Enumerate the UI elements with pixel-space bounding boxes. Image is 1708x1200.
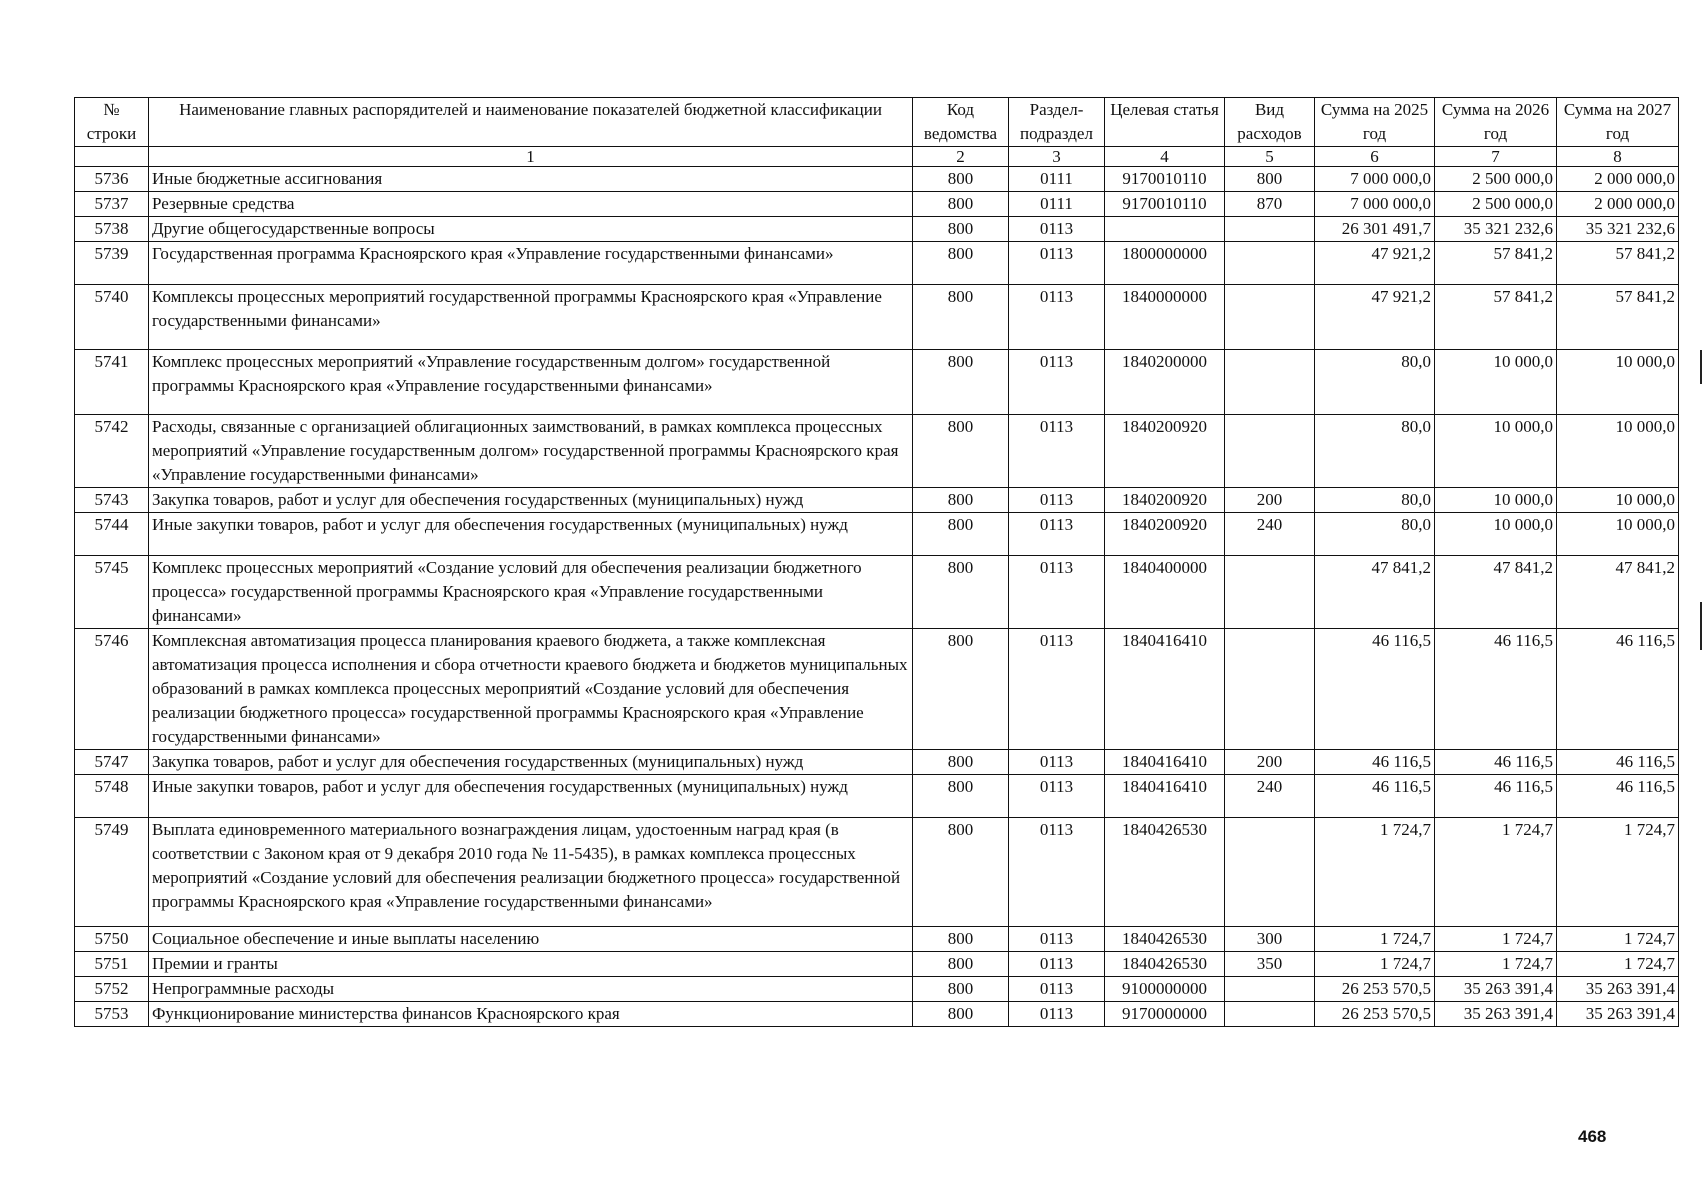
row-sum-2026: 46 116,5 [1435,750,1557,775]
column-number-row [75,147,1679,167]
row-sum-2026: 10 000,0 [1435,415,1557,488]
header-sum-2025: Сумма на 2025 год [1315,98,1435,147]
row-section: 0113 [1009,629,1105,750]
row-name: Резервные средства [149,192,913,217]
table-row [75,818,1679,927]
table-row [75,242,1679,285]
row-section: 0113 [1009,927,1105,952]
row-sum-2026: 10 000,0 [1435,488,1557,513]
row-target: 9100000000 [1105,977,1225,1002]
row-sum-2027: 2 000 000,0 [1557,167,1679,192]
row-expense-type: 240 [1225,775,1315,818]
row-section: 0113 [1009,750,1105,775]
row-section: 0113 [1009,242,1105,285]
row-section: 0113 [1009,415,1105,488]
row-target: 1840400000 [1105,556,1225,629]
row-dept-code: 800 [913,488,1009,513]
row-dept-code: 800 [913,217,1009,242]
table-row [75,977,1679,1002]
row-name: Комплекс процессных мероприятий «Создание условий для обеспечения реализации бюджетного процесса» государственной программы Красноярского края «Управление государственными финансами» [149,556,913,629]
row-number: 5748 [75,775,149,818]
row-target: 1840200920 [1105,513,1225,556]
header-target: Целевая статья [1105,98,1225,147]
row-dept-code: 800 [913,350,1009,415]
header-row [75,98,1679,147]
row-sum-2026: 57 841,2 [1435,242,1557,285]
row-sum-2025: 1 724,7 [1315,818,1435,927]
row-sum-2026: 10 000,0 [1435,513,1557,556]
row-sum-2027: 10 000,0 [1557,513,1679,556]
header-section: Раздел-подраздел [1009,98,1105,147]
row-sum-2027: 46 116,5 [1557,775,1679,818]
table-body [75,167,1679,1027]
row-sum-2025: 80,0 [1315,350,1435,415]
row-number: 5747 [75,750,149,775]
row-section: 0113 [1009,977,1105,1002]
row-sum-2027: 35 263 391,4 [1557,1002,1679,1027]
row-section: 0113 [1009,1002,1105,1027]
row-sum-2025: 26 253 570,5 [1315,1002,1435,1027]
row-sum-2025: 80,0 [1315,415,1435,488]
row-sum-2026: 10 000,0 [1435,350,1557,415]
column-number: 2 [913,147,1009,167]
row-sum-2026: 1 724,7 [1435,818,1557,927]
row-sum-2025: 46 116,5 [1315,629,1435,750]
row-target: 9170000000 [1105,1002,1225,1027]
table-row [75,513,1679,556]
row-sum-2025: 80,0 [1315,488,1435,513]
row-number: 5738 [75,217,149,242]
row-target: 1840000000 [1105,285,1225,350]
row-sum-2027: 2 000 000,0 [1557,192,1679,217]
row-sum-2026: 2 500 000,0 [1435,192,1557,217]
row-number: 5753 [75,1002,149,1027]
row-dept-code: 800 [913,775,1009,818]
row-name: Социальное обеспечение и иные выплаты населению [149,927,913,952]
row-number: 5746 [75,629,149,750]
row-expense-type: 240 [1225,513,1315,556]
column-number: 3 [1009,147,1105,167]
row-sum-2026: 35 263 391,4 [1435,977,1557,1002]
row-expense-type: 200 [1225,488,1315,513]
row-name: Премии и гранты [149,952,913,977]
row-sum-2025: 47 921,2 [1315,242,1435,285]
table-row [75,750,1679,775]
row-name: Закупка товаров, работ и услуг для обеспечения государственных (муниципальных) нужд [149,750,913,775]
row-number: 5737 [75,192,149,217]
row-name: Расходы, связанные с организацией облигационных заимствований, в рамках комплекса процессных мероприятий «Управление государственным долгом» государственной программы Красноярского края «Управление государственными финансами» [149,415,913,488]
row-sum-2027: 1 724,7 [1557,927,1679,952]
row-sum-2026: 2 500 000,0 [1435,167,1557,192]
row-expense-type [1225,415,1315,488]
scan-mark [1700,350,1702,384]
header-sum-2027: Сумма на 2027 год [1557,98,1679,147]
table-row [75,167,1679,192]
row-target: 1800000000 [1105,242,1225,285]
row-sum-2026: 46 116,5 [1435,775,1557,818]
row-dept-code: 800 [913,415,1009,488]
row-sum-2027: 47 841,2 [1557,556,1679,629]
row-target: 9170010110 [1105,192,1225,217]
budget-table [74,97,1679,1027]
row-sum-2025: 7 000 000,0 [1315,192,1435,217]
row-dept-code: 800 [913,952,1009,977]
row-dept-code: 800 [913,750,1009,775]
row-expense-type: 870 [1225,192,1315,217]
row-number: 5752 [75,977,149,1002]
row-sum-2027: 46 116,5 [1557,629,1679,750]
row-sum-2026: 1 724,7 [1435,927,1557,952]
row-expense-type [1225,242,1315,285]
row-sum-2025: 7 000 000,0 [1315,167,1435,192]
row-expense-type: 300 [1225,927,1315,952]
row-sum-2025: 47 921,2 [1315,285,1435,350]
row-dept-code: 800 [913,927,1009,952]
row-sum-2025: 1 724,7 [1315,927,1435,952]
row-name: Другие общегосударственные вопросы [149,217,913,242]
scan-mark [1700,602,1702,650]
header-row-no: № строки [75,98,149,147]
row-sum-2026: 46 116,5 [1435,629,1557,750]
row-section: 0113 [1009,285,1105,350]
row-sum-2025: 26 253 570,5 [1315,977,1435,1002]
row-sum-2027: 10 000,0 [1557,350,1679,415]
row-sum-2027: 35 263 391,4 [1557,977,1679,1002]
row-dept-code: 800 [913,629,1009,750]
row-number: 5740 [75,285,149,350]
table-row [75,1002,1679,1027]
table-row [75,556,1679,629]
row-dept-code: 800 [913,285,1009,350]
row-number: 5750 [75,927,149,952]
column-number: 5 [1225,147,1315,167]
column-number: 1 [149,147,913,167]
row-sum-2025: 46 116,5 [1315,775,1435,818]
row-sum-2027: 46 116,5 [1557,750,1679,775]
row-name: Непрограммные расходы [149,977,913,1002]
row-sum-2027: 10 000,0 [1557,415,1679,488]
row-sum-2026: 1 724,7 [1435,952,1557,977]
row-sum-2026: 47 841,2 [1435,556,1557,629]
row-section: 0113 [1009,775,1105,818]
row-target: 1840200920 [1105,488,1225,513]
row-number: 5749 [75,818,149,927]
table-row [75,350,1679,415]
row-expense-type [1225,556,1315,629]
row-sum-2027: 35 321 232,6 [1557,217,1679,242]
row-name: Выплата единовременного материального вознаграждения лицам, удостоенным наград края (в соответствии с Законом края от 9 декабря 2010 года № 11-5435), в рамках комплекса процессных мероприятий «Создание условий для обеспечения реализации бюджетного процесса» государственной программы Красноярского края «Управление государственными финансами» [149,818,913,927]
row-sum-2027: 1 724,7 [1557,818,1679,927]
row-target: 1840200000 [1105,350,1225,415]
table-row [75,629,1679,750]
header-expense-type: Вид расходов [1225,98,1315,147]
row-name: Комплексная автоматизация процесса планирования краевого бюджета, а также комплексная автоматизация процесса исполнения и сбора отчетности краевого бюджета и бюджетов муниципальных образований в рамках комплекса процессных мероприятий «Создание условий для обеспечения реализации бюджетного процесса» государственной программы Красноярского края «Управление государственными финансами» [149,629,913,750]
row-expense-type [1225,818,1315,927]
row-sum-2026: 57 841,2 [1435,285,1557,350]
row-name: Функционирование министерства финансов Красноярского края [149,1002,913,1027]
row-expense-type: 200 [1225,750,1315,775]
row-expense-type [1225,285,1315,350]
row-dept-code: 800 [913,242,1009,285]
row-dept-code: 800 [913,556,1009,629]
row-dept-code: 800 [913,1002,1009,1027]
row-expense-type [1225,217,1315,242]
row-section: 0113 [1009,513,1105,556]
row-number: 5743 [75,488,149,513]
row-expense-type [1225,1002,1315,1027]
row-sum-2027: 1 724,7 [1557,952,1679,977]
row-target: 1840416410 [1105,750,1225,775]
row-target [1105,217,1225,242]
table-row [75,217,1679,242]
row-sum-2025: 1 724,7 [1315,952,1435,977]
row-sum-2027: 57 841,2 [1557,242,1679,285]
row-sum-2025: 46 116,5 [1315,750,1435,775]
row-number: 5751 [75,952,149,977]
row-sum-2025: 47 841,2 [1315,556,1435,629]
row-number: 5739 [75,242,149,285]
row-target: 1840416410 [1105,629,1225,750]
row-number: 5745 [75,556,149,629]
row-expense-type: 350 [1225,952,1315,977]
column-number-blank [75,147,149,167]
row-number: 5744 [75,513,149,556]
row-sum-2025: 80,0 [1315,513,1435,556]
table-row [75,192,1679,217]
row-name: Иные закупки товаров, работ и услуг для обеспечения государственных (муниципальных) нужд [149,513,913,556]
row-sum-2025: 26 301 491,7 [1315,217,1435,242]
row-section: 0111 [1009,192,1105,217]
row-section: 0113 [1009,217,1105,242]
row-name: Иные бюджетные ассигнования [149,167,913,192]
row-expense-type [1225,977,1315,1002]
table-row [75,285,1679,350]
table-row [75,775,1679,818]
row-dept-code: 800 [913,818,1009,927]
row-section: 0113 [1009,556,1105,629]
row-expense-type [1225,350,1315,415]
row-target: 1840200920 [1105,415,1225,488]
row-dept-code: 800 [913,513,1009,556]
row-expense-type: 800 [1225,167,1315,192]
row-name: Комплекс процессных мероприятий «Управление государственным долгом» государственной программы Красноярского края «Управление государственными финансами» [149,350,913,415]
row-name: Комплексы процессных мероприятий государственной программы Красноярского края «Управление государственными финансами» [149,285,913,350]
row-sum-2027: 10 000,0 [1557,488,1679,513]
row-section: 0113 [1009,488,1105,513]
row-dept-code: 800 [913,192,1009,217]
row-name: Государственная программа Красноярского края «Управление государственными финансами» [149,242,913,285]
page-number: 468 [1578,1127,1607,1146]
row-sum-2027: 57 841,2 [1557,285,1679,350]
header-dept-code: Код ведомства [913,98,1009,147]
row-section: 0111 [1009,167,1105,192]
column-number: 6 [1315,147,1435,167]
row-target: 1840426530 [1105,927,1225,952]
row-target: 1840426530 [1105,952,1225,977]
table-row [75,927,1679,952]
row-sum-2026: 35 321 232,6 [1435,217,1557,242]
table-row [75,415,1679,488]
row-dept-code: 800 [913,977,1009,1002]
row-name: Закупка товаров, работ и услуг для обеспечения государственных (муниципальных) нужд [149,488,913,513]
row-section: 0113 [1009,952,1105,977]
row-number: 5736 [75,167,149,192]
row-dept-code: 800 [913,167,1009,192]
column-number: 8 [1557,147,1679,167]
header-name: Наименование главных распорядителей и наименование показателей бюджетной классификации [149,98,913,147]
row-expense-type [1225,629,1315,750]
row-name: Иные закупки товаров, работ и услуг для обеспечения государственных (муниципальных) нужд [149,775,913,818]
row-target: 9170010110 [1105,167,1225,192]
column-number: 7 [1435,147,1557,167]
row-sum-2026: 35 263 391,4 [1435,1002,1557,1027]
header-sum-2026: Сумма на 2026 год [1435,98,1557,147]
row-section: 0113 [1009,350,1105,415]
row-section: 0113 [1009,818,1105,927]
column-number: 4 [1105,147,1225,167]
row-target: 1840426530 [1105,818,1225,927]
row-target: 1840416410 [1105,775,1225,818]
row-number: 5742 [75,415,149,488]
table-row [75,488,1679,513]
table-row [75,952,1679,977]
row-number: 5741 [75,350,149,415]
